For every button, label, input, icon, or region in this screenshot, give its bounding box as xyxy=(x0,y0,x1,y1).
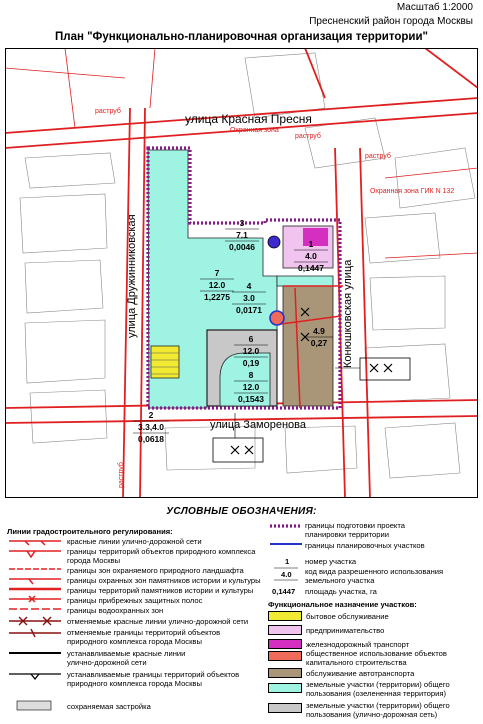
label-rastrub-3: раструб xyxy=(295,133,321,140)
district-name: Пресненский район города Москвы xyxy=(309,16,473,27)
street-krasnaya-presnya: улица Красная Пресня xyxy=(185,112,312,126)
svg-text:0,0171: 0,0171 xyxy=(236,305,262,315)
svg-text:2: 2 xyxy=(148,410,154,420)
street-konyushkovskaya: Конюшковская улица xyxy=(342,259,354,368)
legend-left-item-8: границы водоохранных зон xyxy=(67,606,164,615)
svg-text:12.0: 12.0 xyxy=(208,280,226,290)
legend-func-title: Функциональное назначение участков: xyxy=(268,600,417,609)
legend-left-item-9: отменяемые красные линии улично-дорожной сети xyxy=(67,617,249,626)
legend-right-item-1: границы подготовки проекта xyxy=(305,521,405,530)
legend-left-item-13: улично-дорожной сети xyxy=(67,658,147,667)
svg-text:1,2275: 1,2275 xyxy=(204,292,230,302)
svg-text:6: 6 xyxy=(248,334,254,344)
swatch-magenta xyxy=(268,639,302,649)
street-druzhinnikovskaya: улица Дружинниковская xyxy=(126,214,138,338)
svg-text:4.9: 4.9 xyxy=(313,326,325,336)
legend-func-item-6: обслуживание автотранспорта xyxy=(306,669,415,678)
swatch-gray xyxy=(268,703,302,713)
legend-right-item-5: код вида разрешенного использования xyxy=(305,567,444,576)
legend-func-item-9: земельные участки (территории) общего xyxy=(306,701,450,710)
legend-func-item-4: общественное использование объектов xyxy=(306,649,447,658)
legend-title: УСЛОВНЫЕ ОБОЗНАЧЕНИЯ: xyxy=(166,506,317,517)
label-rastrub-2: раструб xyxy=(365,153,391,160)
legend-sample-code: 4.0 xyxy=(281,570,292,579)
swatch-cyan xyxy=(268,683,302,693)
svg-text:3.3,4.0: 3.3,4.0 xyxy=(138,422,164,432)
swatch-brown xyxy=(268,668,302,678)
svg-text:7.1: 7.1 xyxy=(236,230,248,240)
page-title: План "Функционально-планировочная организация территории" xyxy=(55,31,428,43)
legend-left-item-1: красные линии улично-дорожной сети xyxy=(67,537,202,546)
legend-right-item-2: планировки территории xyxy=(305,530,389,539)
legend-func-item-5: капитального строительства xyxy=(306,658,407,667)
street-zamorenova: улица Заморенова xyxy=(210,419,307,431)
legend-left-item-2: границы территорий объектов природного комплекса xyxy=(67,547,256,556)
legend-left-item-16: сохраняемая застройка xyxy=(67,702,151,711)
svg-text:0,27: 0,27 xyxy=(310,338,328,348)
legend-func-item-7: земельные участки (территории) общего xyxy=(306,680,450,689)
legend-sample-area: 0,1447 xyxy=(272,587,296,596)
swatch-salmon xyxy=(268,651,302,661)
legend-left-item-6: границы территорий памятников истории и культуры xyxy=(67,586,254,595)
legend-left-symbols xyxy=(5,536,65,716)
svg-text:1: 1 xyxy=(308,239,314,249)
legend-left-item-4: границы зон охраняемого природного ландшафта xyxy=(67,566,244,575)
legend-right-item-3: границы планировочных участков xyxy=(305,541,425,550)
legend-right-item-4: номер участка xyxy=(305,557,357,566)
label-rastrub-left: раструб xyxy=(118,462,125,488)
legend-func-item-2: предпринимательство xyxy=(306,626,385,635)
metro-icon xyxy=(268,236,280,248)
svg-text:0,19: 0,19 xyxy=(242,358,260,368)
legend-left-item-7: границы прибрежных защитных полос xyxy=(67,596,203,605)
legend-left-item-10: отменяемые границы территорий объектов xyxy=(67,628,221,637)
legend-left-item-3: города Москвы xyxy=(67,556,121,565)
plot-1-inner xyxy=(303,228,328,246)
svg-text:7: 7 xyxy=(214,268,220,278)
legend-right-item-6: земельного участка xyxy=(305,576,375,585)
legend-left-item-15: природного комплекса города Москвы xyxy=(67,679,202,688)
legend-sample-num: 1 xyxy=(285,557,290,566)
swatch-pink xyxy=(268,625,302,635)
svg-text:0,0046: 0,0046 xyxy=(229,242,255,252)
legend-func-item-10: пользования (улично-дорожная сеть) xyxy=(306,710,438,719)
svg-text:0,1447: 0,1447 xyxy=(298,263,324,273)
legend-regulation-title: Линии градостроительного регулирования: xyxy=(7,527,173,536)
legend-func-item-8: пользования (озелененная территория) xyxy=(306,689,446,698)
label-rastrub-1: раструб xyxy=(95,108,121,115)
svg-text:8: 8 xyxy=(248,370,254,380)
svg-text:3.0: 3.0 xyxy=(243,293,255,303)
map-scale: Масштаб 1:2000 xyxy=(396,2,473,13)
legend-left-item-5: границы охранных зон памятников истории и культуры xyxy=(67,576,261,585)
planning-map xyxy=(5,48,478,498)
legend-func-item-3: железнодорожный транспорт xyxy=(306,640,410,649)
svg-text:12.0: 12.0 xyxy=(242,382,260,392)
legend-func-item-1: бытовое обслуживание xyxy=(306,612,389,621)
legend-left-item-12: устанавливаемые красные линии xyxy=(67,649,186,658)
plot-4-strip xyxy=(277,276,333,286)
plot-4-marker-icon xyxy=(270,311,284,325)
svg-text:0,1543: 0,1543 xyxy=(238,394,264,404)
svg-text:4.0: 4.0 xyxy=(305,251,317,261)
legend-right-item-7: площадь участка, га xyxy=(305,587,377,596)
svg-text:4: 4 xyxy=(246,281,252,291)
svg-text:3: 3 xyxy=(239,218,245,228)
legend-left-item-11: природного комплекса города Москвы xyxy=(67,637,202,646)
svg-text:12.0: 12.0 xyxy=(242,346,260,356)
plot-2-area xyxy=(151,346,179,378)
svg-text:0,0618: 0,0618 xyxy=(138,434,164,444)
label-okhrannaya: Охранная зона xyxy=(230,127,279,134)
label-okhrannaya-gik: Охранная зона ГИК N 132 xyxy=(370,188,455,195)
swatch-yellow xyxy=(268,611,302,621)
legend-left-item-14: устанавливаемые границы территорий объектов xyxy=(67,670,240,679)
